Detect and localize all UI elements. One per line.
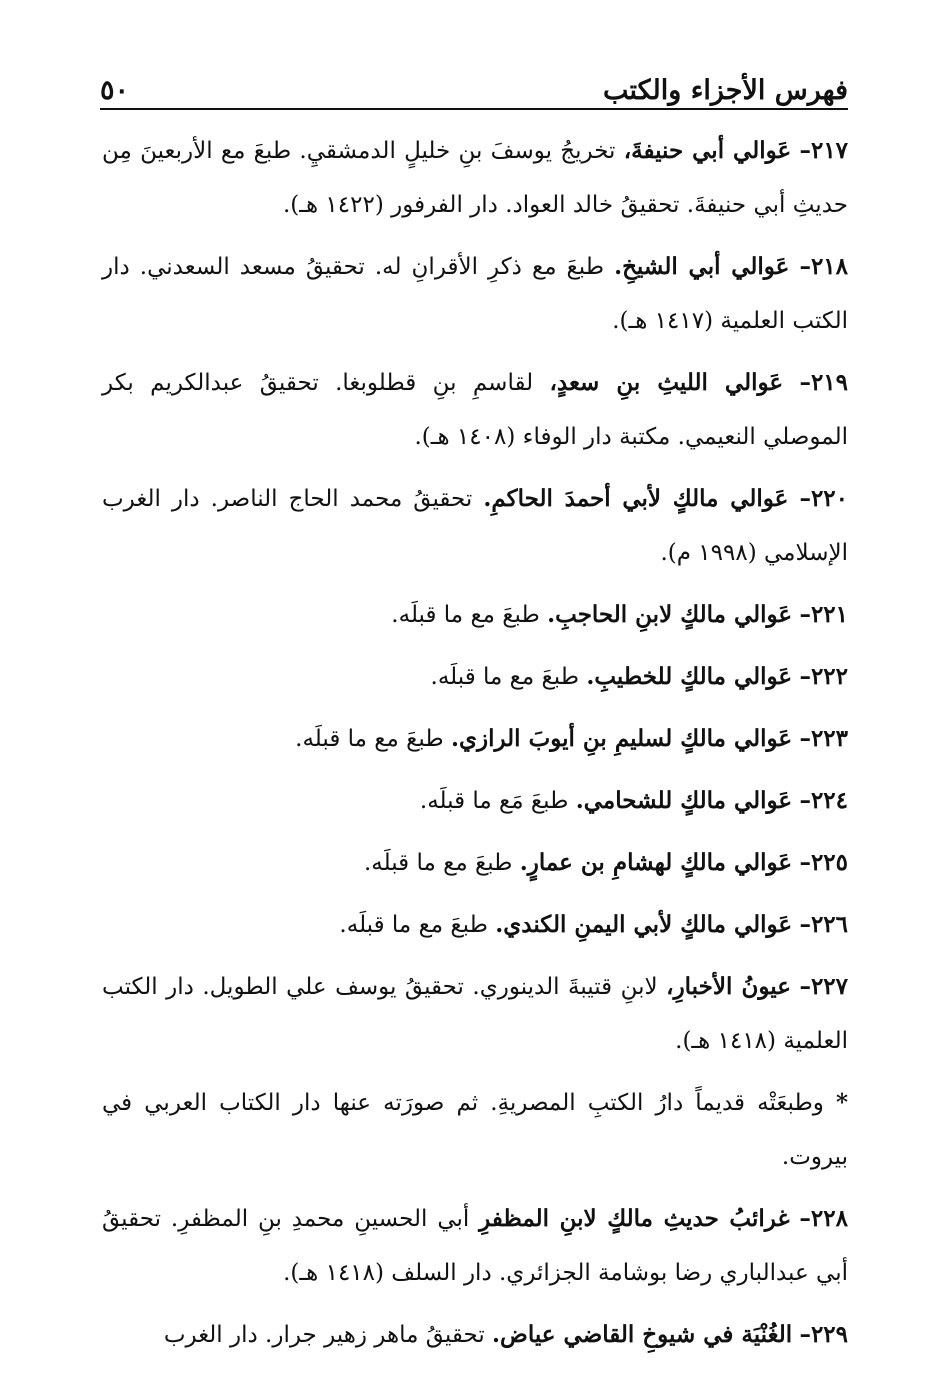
entry-text: طبعَ مع ما قبلَه. [430, 664, 587, 690]
entry-title: عَوالي مالكٍ للشحامي. [575, 787, 793, 814]
entry-title: غرائبُ حديثِ مالكٍ لابنِ المظفرِ [479, 1205, 790, 1232]
entry-225 [102, 836, 848, 890]
entry-224 [102, 774, 848, 828]
entry-217 [102, 124, 848, 232]
entry-text: طبعَ مع ذكرِ الأقرانِ له. تحقيقُ مسعد السعدني. دار الكتب العلمية (١٤١٧ هـ). [102, 254, 848, 334]
entry-text: طبعَ مَع ما قبلَه. [419, 788, 576, 814]
entry-number: ٢٢٠– [799, 485, 849, 512]
entry-number: ٢٢١– [799, 601, 848, 628]
entry-title: عَوالي مالكٍ لأبي أحمدَ الحاكمِ. [483, 485, 789, 512]
entry-text: تحقيقُ ماهر زهير جرار. دار الغرب [163, 1322, 493, 1348]
entry-number: ٢٢٢– [799, 663, 848, 690]
entry-title: عَوالي أبي الشيخِ. [614, 253, 790, 280]
entry-number: ٢٢٣– [799, 725, 848, 752]
entry-number: ٢٢٥– [799, 849, 848, 876]
page-body [102, 124, 848, 1370]
entry-title: عَوالي مالكٍ لابنِ الحاجبِ. [547, 601, 793, 628]
entry-title: عَوالي مالكٍ لأبي اليمنِ الكندي. [495, 911, 793, 938]
entry-number: ٢٢٩– [799, 1321, 848, 1348]
note-text: وطبعَتْه قديماً دارُ الكتبِ المصريةِ. ثم صورَته عنها دار الكتاب العربي في بيروت. [102, 1090, 848, 1170]
entry-number: ٢٢٧– [799, 973, 849, 1000]
page-number: ٥٠ [100, 75, 130, 106]
running-title: فهرس الأجزاء والكتب [602, 75, 848, 106]
entry-218 [102, 240, 848, 348]
entry-text: طبعَ مع ما قبلَه. [391, 602, 548, 628]
entry-226 [102, 898, 848, 952]
entry-text: لابنِ قتيبةَ الدينوري. تحقيقُ يوسف علي الطويل. دار الكتب العلمية (١٤١٨ هـ). [102, 974, 848, 1054]
entry-227 [102, 960, 848, 1068]
entry-text: تخريجُ يوسفَ بنِ خليلٍ الدمشقيِ. طبعَ مع الأربعينَ مِن حديثِ أبي حنيفةَ. تحقيقُ خالد العواد. دار الفرفور (١٤٢٢ هـ). [102, 138, 848, 218]
page-header [100, 62, 848, 106]
header-rule [100, 108, 848, 110]
footnote-note [102, 1076, 848, 1184]
entry-title: عيونُ الأخبارِ، [666, 973, 791, 1000]
entry-228 [102, 1192, 848, 1300]
entry-number: ٢١٩– [799, 369, 848, 396]
entry-219 [102, 356, 848, 464]
entry-text: أبي الحسينِ محمدِ بنِ المظفرِ. تحقيقُ أبي عبدالباري رضا بوشامة الجزائري. دار السلف (١٤١٨ هـ). [102, 1206, 848, 1286]
entry-223 [102, 712, 848, 766]
entry-title: عَوالي أبي حنيفةَ، [623, 137, 792, 164]
entry-number: ٢١٨– [799, 253, 848, 280]
entry-text: طبعَ مع ما قبلَه. [295, 726, 451, 752]
entry-title: عَوالي الليثِ بنِ سعدٍ، [549, 369, 784, 396]
entry-text: طبعَ مع ما قبلَه. [363, 850, 520, 876]
entry-229 [102, 1308, 848, 1362]
entry-title: عَوالي مالكٍ لسليمِ بنِ أيوبَ الرازي. [450, 725, 793, 752]
entry-220 [102, 472, 848, 580]
entry-221 [102, 588, 848, 642]
entry-number: ٢١٧– [799, 137, 849, 164]
entry-title: عَوالي مالكٍ لهشامِ بن عمارٍ. [519, 849, 793, 876]
entry-text: تحقيقُ محمد الحاج الناصر. دار الغرب الإسلامي (١٩٩٨ م). [102, 486, 848, 566]
entry-number: ٢٢٨– [799, 1205, 848, 1232]
entry-title: عَوالي مالكٍ للخطيبِ. [586, 663, 793, 690]
entry-text: طبعَ مع ما قبلَه. [339, 912, 496, 938]
entry-text: لقاسمِ بنِ قطلوبغا. تحقيقُ عبدالكريم بكر الموصلي النعيمي. مكتبة دار الوفاء (١٤٠٨ هـ). [102, 370, 848, 450]
entry-number: ٢٢٦– [799, 911, 848, 938]
entry-title: الغُنْيَة في شيوخِ القاضي عياض. [492, 1321, 793, 1348]
entry-222 [102, 650, 848, 704]
entry-number: ٢٢٤– [799, 787, 848, 814]
asterisk-icon: * [835, 1089, 848, 1116]
